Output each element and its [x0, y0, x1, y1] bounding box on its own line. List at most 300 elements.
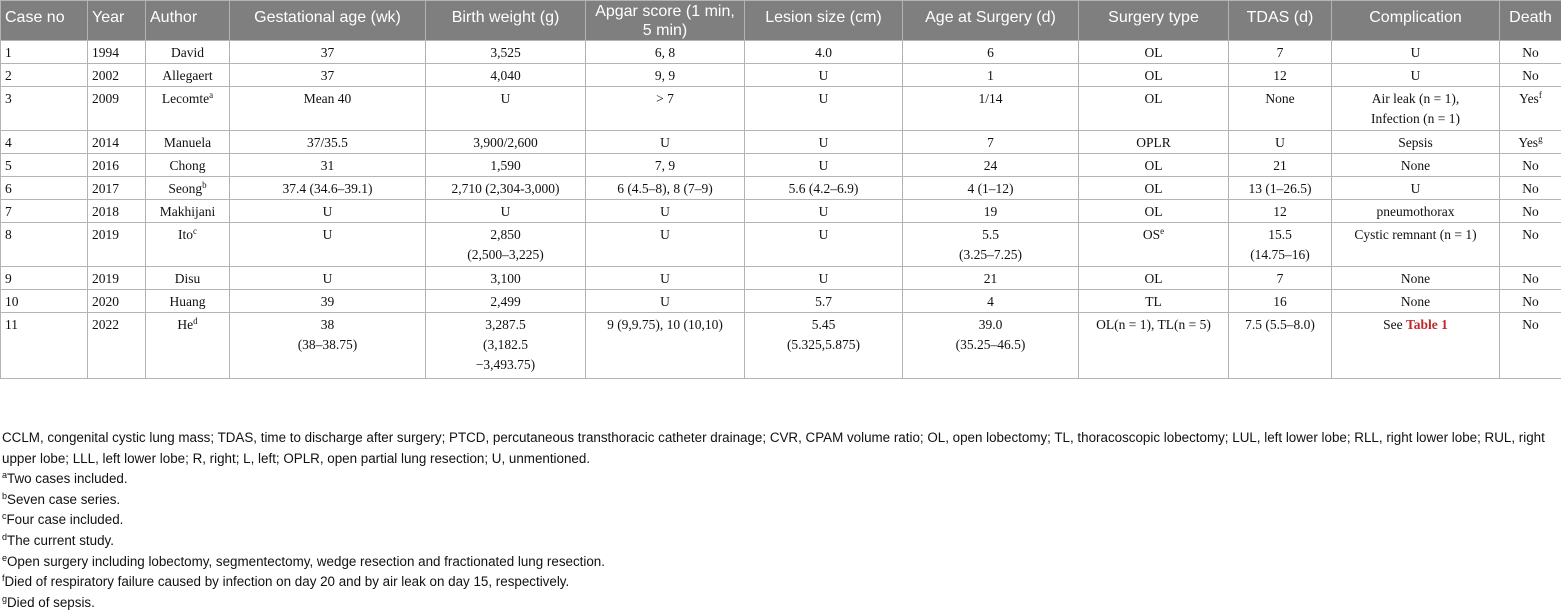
cell-surgery-type [1079, 200, 1229, 223]
cell-text: No [1522, 317, 1539, 332]
cell-text: 1,590 [490, 158, 520, 173]
cell-text: U [819, 91, 829, 106]
cell-text: OL [1145, 45, 1163, 60]
cell-case-no [1, 87, 88, 131]
footnote-text: Four case included. [7, 512, 124, 527]
footnote-item [2, 572, 1558, 593]
cell-lesion-size [745, 313, 903, 379]
cell-author [146, 313, 230, 379]
cell-text: Mean 40 [304, 91, 352, 106]
footnote-item [2, 593, 1558, 613]
footnote-text: Seven case series. [7, 492, 120, 507]
cell-text: U [660, 135, 670, 150]
header-apgar-score: Apgar score (1 min, 5 min) [586, 1, 745, 41]
cell-apgar-score [586, 64, 745, 87]
cell-lesion-size [745, 154, 903, 177]
cell-text: 12 [1273, 68, 1287, 83]
cell-age-at-surgery [903, 177, 1079, 200]
cell-surgery-type [1079, 154, 1229, 177]
cell-death [1500, 87, 1561, 131]
table-row [1, 154, 1561, 177]
cell-lesion-size [745, 41, 903, 64]
footnote-marker: d [193, 316, 198, 326]
cell-text: 7 [1277, 271, 1284, 286]
footnote-marker: b [2, 491, 7, 501]
cell-text: 24 [984, 158, 998, 173]
footnote-marker: g [1538, 134, 1543, 144]
cell-gestational-age [230, 290, 426, 313]
cell-tdas [1229, 267, 1332, 290]
cell-age-at-surgery [903, 267, 1079, 290]
cell-text: No [1522, 204, 1539, 219]
table-row [1, 223, 1561, 267]
cell-birth-weight [426, 290, 586, 313]
cell-age-at-surgery [903, 313, 1079, 379]
cell-text: U [1411, 181, 1421, 196]
table-row [1, 290, 1561, 313]
cell-text: 2009 [92, 91, 119, 106]
cell-death [1500, 177, 1561, 200]
cell-text: 7.5 (5.5–8.0) [1245, 317, 1315, 332]
cell-lesion-size [745, 290, 903, 313]
footnote-text: The current study. [7, 533, 114, 548]
footnote-marker: c [2, 511, 7, 521]
cell-text: Huang [170, 294, 206, 309]
table-row [1, 313, 1561, 379]
cell-apgar-score [586, 313, 745, 379]
cell-text: U [323, 227, 333, 242]
cell-apgar-score [586, 223, 745, 267]
cell-text: 5 [5, 158, 12, 173]
cell-birth-weight [426, 223, 586, 267]
cell-tdas [1229, 223, 1332, 267]
cell-text: None [1265, 91, 1294, 106]
cell-text: U [660, 271, 670, 286]
cell-tdas [1229, 131, 1332, 154]
cell-gestational-age [230, 177, 426, 200]
cell-tdas [1229, 177, 1332, 200]
header-complication: Complication [1332, 1, 1500, 41]
cell-text: None [1401, 271, 1430, 286]
cell-death [1500, 290, 1561, 313]
footnote-marker: e [1160, 226, 1164, 236]
header-lesion-size: Lesion size (cm) [745, 1, 903, 41]
cell-text: Allegaert [162, 68, 212, 83]
cell-text: 15.5 [1268, 227, 1292, 242]
cell-surgery-type [1079, 64, 1229, 87]
cell-gestational-age [230, 223, 426, 267]
cell-age-at-surgery [903, 223, 1079, 267]
cell-text: U [819, 204, 829, 219]
cell-text: 7 [5, 204, 12, 219]
table-row [1, 177, 1561, 200]
cell-age-at-surgery [903, 290, 1079, 313]
cell-author [146, 177, 230, 200]
cell-text: OL(n = 1), TL(n = 5) [1096, 317, 1211, 332]
cell-age-at-surgery [903, 154, 1079, 177]
cell-text: 2 [5, 68, 12, 83]
cell-text: 2002 [92, 68, 119, 83]
cell-text: 7 [1277, 45, 1284, 60]
cell-complication [1332, 177, 1500, 200]
cell-text: 39 [321, 294, 335, 309]
cell-text: U [1411, 68, 1421, 83]
cell-text: U [323, 204, 333, 219]
cell-apgar-score [586, 177, 745, 200]
cell-text: (5.325,5.875) [787, 337, 860, 352]
cell-age-at-surgery [903, 64, 1079, 87]
header-gestational-age: Gestational age (wk) [230, 1, 426, 41]
cell-text: 6, 8 [655, 45, 675, 60]
cell-text: (14.75–16) [1250, 247, 1310, 262]
cell-text: U [819, 271, 829, 286]
cell-birth-weight [426, 64, 586, 87]
cell-text: U [1275, 135, 1285, 150]
cell-death [1500, 154, 1561, 177]
table-row [1, 41, 1561, 64]
cell-text: None [1401, 294, 1430, 309]
cell-text: 2019 [92, 227, 119, 242]
cell-complication [1332, 223, 1500, 267]
cell-text: 11 [5, 317, 18, 332]
cell-text: U [501, 91, 511, 106]
cell-text: 21 [984, 271, 998, 286]
cell-text: 9 (9,9.75), 10 (10,10) [607, 317, 723, 332]
cell-text: OL [1145, 158, 1163, 173]
cell-text: 4,040 [490, 68, 520, 83]
cell-text: 16 [1273, 294, 1287, 309]
cell-birth-weight [426, 41, 586, 64]
cell-lesion-size [745, 267, 903, 290]
cell-text: Disu [175, 271, 201, 286]
cell-text: 9, 9 [655, 68, 675, 83]
cell-lesion-size [745, 177, 903, 200]
cell-text: TL [1145, 294, 1162, 309]
cell-text: OL [1145, 271, 1163, 286]
cell-text: 3,525 [490, 45, 520, 60]
cell-text: 7 [987, 135, 994, 150]
cell-text: Air leak (n = 1), [1372, 91, 1459, 106]
cell-case-no [1, 200, 88, 223]
cell-text: (2,500–3,225) [467, 247, 544, 262]
cell-year [88, 200, 146, 223]
cell-text: 7, 9 [655, 158, 675, 173]
cell-tdas [1229, 313, 1332, 379]
cell-case-no [1, 223, 88, 267]
cell-author [146, 200, 230, 223]
cell-case-no [1, 290, 88, 313]
cell-gestational-age [230, 313, 426, 379]
cell-age-at-surgery [903, 200, 1079, 223]
cell-surgery-type [1079, 313, 1229, 379]
cell-complication [1332, 64, 1500, 87]
cell-text: 4 (1–12) [967, 181, 1013, 196]
cell-text: No [1522, 294, 1539, 309]
footnote-item [2, 490, 1558, 511]
cell-text: 10 [5, 294, 19, 309]
cell-surgery-type [1079, 131, 1229, 154]
cell-text: 5.5 [982, 227, 999, 242]
cell-case-no [1, 64, 88, 87]
cell-text: > 7 [656, 91, 674, 106]
cell-text: 1 [987, 68, 994, 83]
table-row [1, 200, 1561, 223]
cell-text: None [1401, 158, 1430, 173]
cell-gestational-age [230, 267, 426, 290]
cell-author [146, 154, 230, 177]
cell-surgery-type [1079, 267, 1229, 290]
cell-text: 3,287.5 [485, 317, 526, 332]
cell-surgery-type [1079, 290, 1229, 313]
cell-text: No [1522, 227, 1539, 242]
cell-tdas [1229, 41, 1332, 64]
cell-text: 4 [987, 294, 994, 309]
cell-year [88, 41, 146, 64]
footnote-item [2, 469, 1558, 490]
cell-birth-weight [426, 200, 586, 223]
cell-text: Lecomte [162, 91, 209, 106]
cell-text: OS [1143, 227, 1160, 242]
cell-gestational-age [230, 41, 426, 64]
table-row [1, 87, 1561, 131]
cell-case-no [1, 131, 88, 154]
cell-birth-weight [426, 87, 586, 131]
cell-death [1500, 41, 1561, 64]
footnote-item [2, 552, 1558, 573]
cell-text: 2,499 [490, 294, 520, 309]
cell-text: Infection (n = 1) [1371, 111, 1460, 126]
cell-case-no [1, 313, 88, 379]
cell-text: OL [1145, 204, 1163, 219]
cell-death [1500, 200, 1561, 223]
cell-text: No [1522, 158, 1539, 173]
cell-text: U [501, 204, 511, 219]
table-row [1, 267, 1561, 290]
cell-lesion-size [745, 223, 903, 267]
cell-lesion-size [745, 87, 903, 131]
cell-complication [1332, 200, 1500, 223]
cell-text: 1/14 [978, 91, 1002, 106]
cell-text: 2017 [92, 181, 119, 196]
cell-tdas [1229, 64, 1332, 87]
cell-year [88, 267, 146, 290]
cell-death [1500, 313, 1561, 379]
cell-apgar-score [586, 41, 745, 64]
cell-author [146, 87, 230, 131]
cell-text: 1994 [92, 45, 119, 60]
cell-year [88, 131, 146, 154]
cell-surgery-type [1079, 87, 1229, 131]
cell-text: 4.0 [815, 45, 832, 60]
cell-text: 31 [321, 158, 335, 173]
cell-case-no [1, 154, 88, 177]
cell-year [88, 290, 146, 313]
cell-text: Manuela [164, 135, 211, 150]
cell-surgery-type [1079, 223, 1229, 267]
cell-text: U [819, 68, 829, 83]
cell-apgar-score [586, 200, 745, 223]
cell-text: 5.6 (4.2–6.9) [789, 181, 859, 196]
cell-complication [1332, 313, 1500, 379]
footnote-text: Two cases included. [7, 471, 128, 486]
cell-text: U [819, 135, 829, 150]
cell-tdas [1229, 290, 1332, 313]
table-footnotes [2, 428, 1558, 613]
cell-text: U [819, 227, 829, 242]
cell-text: 9 [5, 271, 12, 286]
footnote-item [2, 510, 1558, 531]
cell-text: Seong [168, 181, 202, 196]
cell-apgar-score [586, 267, 745, 290]
cell-text: 39.0 [979, 317, 1003, 332]
cell-apgar-score [586, 87, 745, 131]
cell-text: 2020 [92, 294, 119, 309]
cell-text: 38 [321, 317, 335, 332]
cell-text: U [660, 227, 670, 242]
cell-text: U [819, 158, 829, 173]
cell-author [146, 41, 230, 64]
footnote-marker: b [202, 180, 207, 190]
header-death: Death [1500, 1, 1561, 41]
cell-death [1500, 223, 1561, 267]
cell-age-at-surgery [903, 41, 1079, 64]
cell-text: U [1411, 45, 1421, 60]
cell-text: U [323, 271, 333, 286]
cell-year [88, 177, 146, 200]
cell-text: OPLR [1136, 135, 1171, 150]
cell-text: 37 [321, 68, 335, 83]
cell-text: He [177, 317, 193, 332]
cell-death [1500, 131, 1561, 154]
cell-text: (38–38.75) [298, 337, 358, 352]
cell-gestational-age [230, 154, 426, 177]
cell-text: Yes [1519, 91, 1539, 106]
cell-text: 21 [1273, 158, 1287, 173]
header-year: Year [88, 1, 146, 41]
cell-author [146, 267, 230, 290]
cell-text: OL [1145, 181, 1163, 196]
cell-text: 37 [321, 45, 335, 60]
cell-age-at-surgery [903, 131, 1079, 154]
cell-text: No [1522, 181, 1539, 196]
cell-birth-weight [426, 131, 586, 154]
cell-birth-weight [426, 154, 586, 177]
cell-complication [1332, 131, 1500, 154]
cell-text: David [171, 45, 204, 60]
cell-text: (3.25–7.25) [959, 247, 1022, 262]
cell-text: 2014 [92, 135, 119, 150]
cell-text: pneumothorax [1377, 204, 1455, 219]
cell-gestational-age [230, 87, 426, 131]
footnote-text: Died of sepsis. [7, 595, 95, 610]
cell-text: 5.45 [812, 317, 836, 332]
cell-birth-weight [426, 313, 586, 379]
cell-lesion-size [745, 64, 903, 87]
cell-gestational-age [230, 200, 426, 223]
cell-text: 8 [5, 227, 12, 242]
footnote-text: Open surgery including lobectomy, segmentectomy, wedge resection and fractionated lung resection. [7, 554, 605, 569]
cell-text: 5.7 [815, 294, 832, 309]
cell-gestational-age [230, 131, 426, 154]
cell-author [146, 223, 230, 267]
cell-year [88, 87, 146, 131]
cell-death [1500, 64, 1561, 87]
footnote-marker: g [2, 594, 7, 604]
cell-birth-weight [426, 177, 586, 200]
cell-apgar-score [586, 131, 745, 154]
footnote-marker: f [2, 573, 5, 583]
cell-gestational-age [230, 64, 426, 87]
cell-text: Chong [169, 158, 205, 173]
cell-death [1500, 267, 1561, 290]
cell-text: 19 [984, 204, 998, 219]
footnote-text: Died of respiratory failure caused by infection on day 20 and by air leak on day 15, respectively. [5, 574, 570, 589]
header-tdas: TDAS (d) [1229, 1, 1332, 41]
footnote-marker: c [193, 226, 197, 236]
cell-case-no [1, 41, 88, 64]
cell-text: OL [1145, 91, 1163, 106]
cell-text: Ito [178, 227, 193, 242]
cell-text: U [660, 294, 670, 309]
abbreviations-note: CCLM, congenital cystic lung mass; TDAS, time to discharge after surgery; PTCD, percutaneous transthoracic catheter drainage; CVR, CPAM volume ratio; OL, open lobectomy; TL, thoracoscopic lobectomy; LUL, left lower lobe; RLL, right lower lobe; RUL, right upper lobe; LLL, left lower lobe; R, right; L, left; OPLR, open partial lung resection; U, unmentioned. [2, 428, 1558, 469]
cell-text: 37.4 (34.6–39.1) [283, 181, 373, 196]
cell-text: 3,900/2,600 [473, 135, 538, 150]
cell-text: OL [1145, 68, 1163, 83]
cell-tdas [1229, 154, 1332, 177]
cell-text: 2019 [92, 271, 119, 286]
cell-text: (3,182.5 [483, 337, 528, 352]
cell-text: See [1383, 317, 1406, 332]
cell-year [88, 154, 146, 177]
cell-text: 6 [987, 45, 994, 60]
cell-text: 2016 [92, 158, 119, 173]
header-surgery-type: Surgery type [1079, 1, 1229, 41]
cell-text: 2,850 [490, 227, 520, 242]
table-reference-link[interactable]: Table 1 [1406, 317, 1448, 332]
cell-text: 1 [5, 45, 12, 60]
cell-surgery-type [1079, 177, 1229, 200]
cell-text: 4 [5, 135, 12, 150]
cell-text: (35.25–46.5) [956, 337, 1026, 352]
cell-text: Cystic remnant (n = 1) [1354, 227, 1476, 242]
cell-lesion-size [745, 200, 903, 223]
footnote-item [2, 531, 1558, 552]
cell-text: −3,493.75) [476, 357, 535, 372]
cell-text: 6 (4.5–8), 8 (7–9) [617, 181, 713, 196]
cell-apgar-score [586, 154, 745, 177]
footnote-marker: e [2, 553, 7, 563]
header-case-no: Case no [1, 1, 88, 41]
cell-text: Sepsis [1398, 135, 1433, 150]
cell-text: 3,100 [490, 271, 520, 286]
cell-case-no [1, 267, 88, 290]
footnote-list [2, 469, 1558, 613]
cell-tdas [1229, 87, 1332, 131]
cell-text: 2,710 (2,304-3,000) [452, 181, 560, 196]
cell-text: No [1522, 68, 1539, 83]
header-author: Author [146, 1, 230, 41]
cell-text: 2018 [92, 204, 119, 219]
footnote-marker: a [2, 470, 7, 480]
table-row [1, 64, 1561, 87]
cell-year [88, 313, 146, 379]
cell-text: 13 (1–26.5) [1249, 181, 1312, 196]
cell-author [146, 131, 230, 154]
cell-apgar-score [586, 290, 745, 313]
table-row [1, 131, 1561, 154]
cell-year [88, 223, 146, 267]
cell-text: U [660, 204, 670, 219]
